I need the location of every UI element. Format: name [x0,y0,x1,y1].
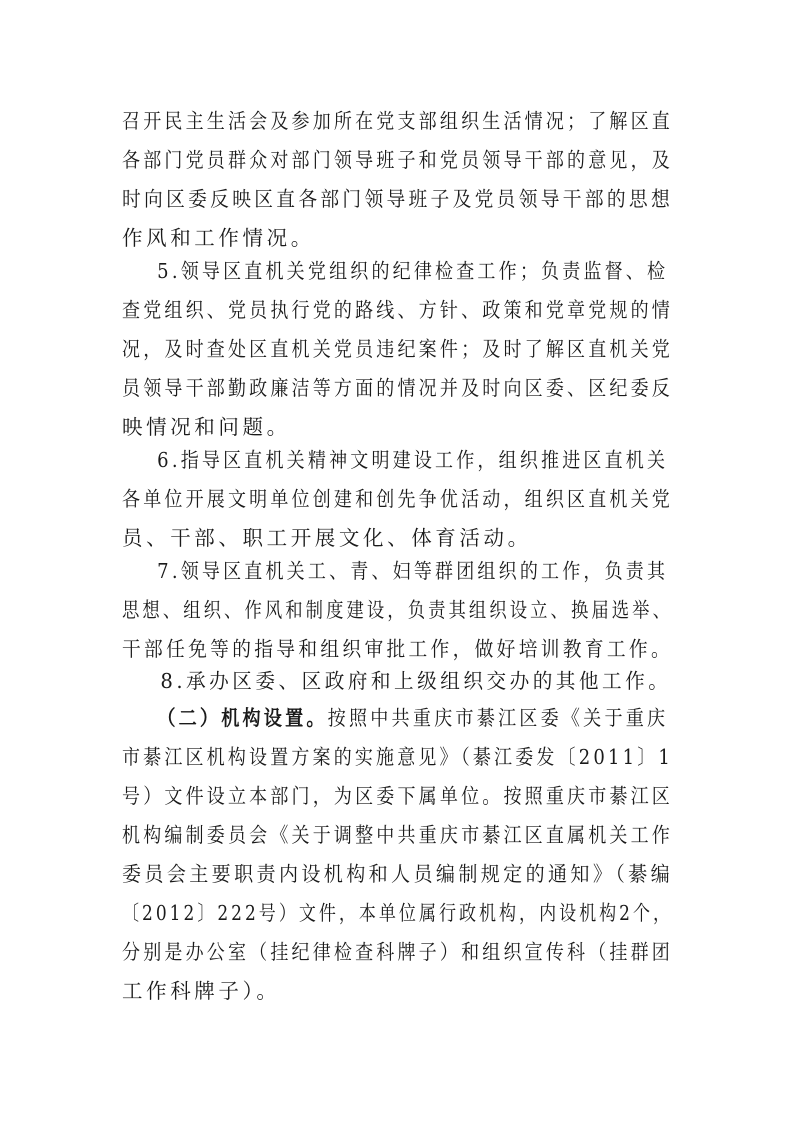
text-line: 委员会主要职责内设机构和人员编制规定的通知》（綦编 [122,862,673,886]
text-line: 5.领导区直机关党组织的纪律检查工作；负责监督、检 [157,259,669,283]
paragraph-item-6 [122,441,749,558]
text-line: 6.指导区直机关精神文明建设工作，组织推进区直机关 [157,448,669,472]
paragraph-continuation [122,102,749,258]
section-institution-setup [122,699,785,1011]
text-line: 各部门党员群众对部门领导班子和党员领导干部的意见，及 [122,148,673,172]
paragraph-item-8 [122,662,695,701]
section-heading: （二）机构设置。 [157,706,328,730]
text-line: 8.承办区委、区政府和上级组织交办的其他工作。 [160,669,672,693]
section-heading-rest: 按照中共重庆市綦江区委《关于重庆 [327,706,669,730]
text-line: 7.领导区直机关工、青、妇等群团组织的工作，负责其 [157,559,669,583]
text-line [122,699,708,738]
text-line: 干部任免等的指导和组织审批工作，做好培训教育工作。 [122,637,673,661]
text-line: 员、干部、职工开展文化、体育活动。 [122,526,532,550]
text-line: 作风和工作情况。 [122,226,315,250]
paragraph-item-7 [122,552,773,669]
text-line: 映情况和问题。 [122,415,291,439]
paragraph-item-5 [122,252,749,447]
text-line: 思想、组织、作风和制度建设，负责其组织设立、换届选举、 [122,598,673,622]
text-line: 员领导干部勤政廉洁等方面的情况并及时向区委、区纪委反 [122,376,673,400]
text-line: 号）文件设立本部门，为区委下属单位。按照重庆市綦江区 [122,784,673,808]
text-line: 〔2012〕222号）文件，本单位属行政机构，内设机构2个， [122,901,673,925]
text-line: 分别是办公室（挂纪律检查科牌子）和组织宣传科（挂群团 [122,940,673,964]
text-line: 工作科牌子）。 [122,979,281,1003]
text-line: 各单位开展文明单位创建和创先争优活动，组织区直机关党 [122,487,673,511]
text-line: 市綦江区机构设置方案的实施意见》（綦江委发〔2011〕1 [122,745,673,769]
text-line: 机构编制委员会《关于调整中共重庆市綦江区直属机关工作 [122,823,673,847]
text-line: 况，及时查处区直机关党员违纪案件；及时了解区直机关党 [122,337,673,361]
text-line: 查党组织、党员执行党的路线、方针、政策和党章党规的情 [122,298,673,322]
text-line: 时向区委反映区直各部门领导班子及党员领导干部的思想 [122,187,673,211]
text-line: 召开民主生活会及参加所在党支部组织生活情况；了解区直 [122,109,673,133]
